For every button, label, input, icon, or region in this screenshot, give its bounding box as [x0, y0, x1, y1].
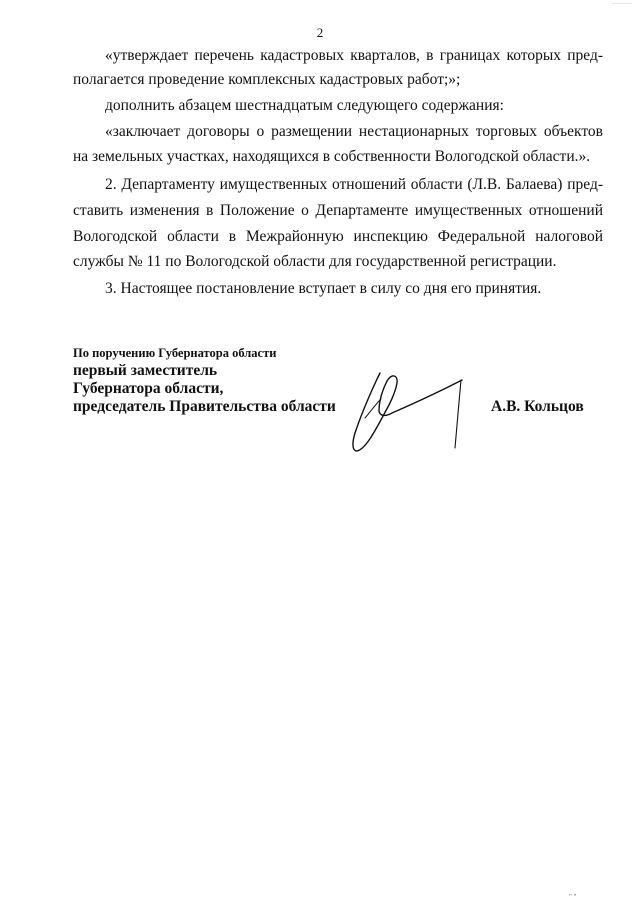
- paragraph-line: дополнить абзацем шестнадцатым следующего содержания:: [105, 97, 504, 114]
- paragraph-line: ставить изменения в Положение о Департаменте имущественных отношений: [73, 202, 603, 219]
- signature-title-line: председатель Правительства области: [73, 398, 336, 415]
- paragraph-line: 2. Департаменту имущественных отношений области (Л.В. Балаева) пред-: [105, 176, 603, 193]
- footer-mark: " ": [569, 893, 577, 901]
- signature-on-behalf: По поручению Губернатора области: [73, 346, 277, 360]
- handwritten-signature: [345, 363, 470, 458]
- signature-title-line: первый заместитель: [73, 362, 218, 379]
- paragraph-line: Вологодской области в Межрайонную инспекцию Федеральной налоговой: [73, 228, 603, 245]
- page-number: 2: [316, 25, 324, 40]
- paragraph-line: службы № 11 по Вологодской области для государственной регистрации.: [73, 253, 557, 270]
- paragraph-line: 3. Настоящее постановление вступает в силу со дня его принятия.: [105, 280, 542, 297]
- paragraph-line: «заключает договоры о размещении нестационарных торговых объектов: [105, 123, 603, 140]
- signature-title-line: Губернатора области,: [73, 380, 224, 397]
- paragraph-line: «утверждает перечень кадастровых кварталов, в границах которых пред-: [105, 47, 603, 64]
- scan-edge-mark: [612, 0, 632, 4]
- signatory-name: А.В. Кольцов: [491, 398, 584, 415]
- paragraph-line: полагается проведение комплексных кадастровых работ;»;: [73, 71, 461, 88]
- paragraph-line: на земельных участках, находящихся в собственности Вологодской области.».: [73, 148, 591, 165]
